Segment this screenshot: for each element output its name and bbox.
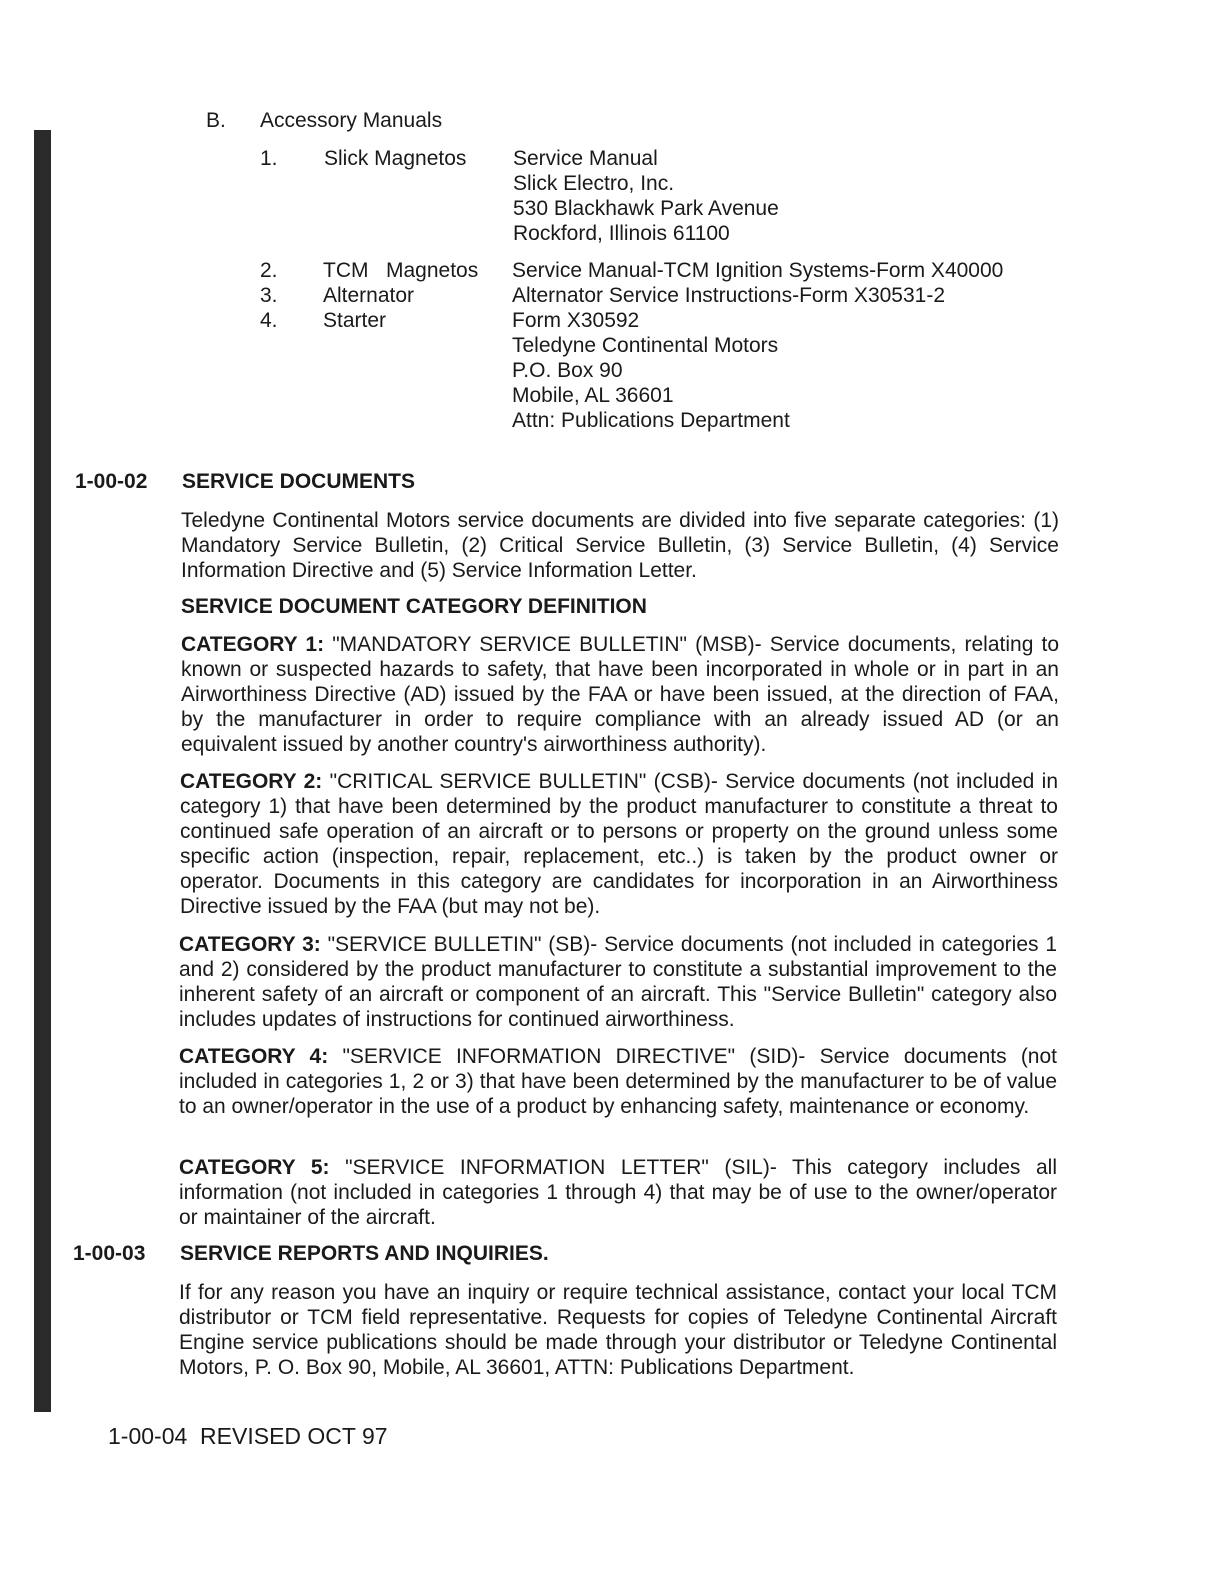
category-text: "SERVICE INFORMATION DIRECTIVE" (SID)- Service documents (not included in categories 1, 2 or 3) that have been determined by the manufacturer to be of value to an owner/operator in the use of a product by enhancing safety, maintenance or economy. [179,1045,1058,1118]
item-name: TCM Magnetos [323,259,479,282]
category-paragraph [179,1044,1057,1119]
item-number: 1. [260,147,278,170]
address-line: Service Manual-TCM Ignition Systems-Form X40000 [512,259,1004,282]
address-line: Mobile, AL 36601 [512,384,674,407]
category-paragraph [181,632,1059,757]
item-number: 3. [260,284,278,307]
category-text: "SERVICE BULLETIN" (SB)- Service documents (not included in categories 1 and 2) considered by the product manufacturer to constitute a substantial improvement to the inherent safety of an aircraft or component of an aircraft. This "Service Bulletin" category also includes updates of instructions for continued airworthiness. [179,933,1058,1031]
item-address [512,283,945,308]
revision-change-bar [34,130,51,1412]
paragraph-number: 1-00-02 [75,470,148,493]
address-line: Rockford, Illinois 61100 [513,222,730,245]
address-line: Attn: Publications Department [512,409,790,432]
address-line: Slick Electro, Inc. [513,172,675,195]
section-title: SERVICE REPORTS AND INQUIRIES. [180,1242,549,1265]
category-label: CATEGORY 3: [179,933,321,956]
item-address [512,258,1003,283]
item-number: 2. [260,259,278,282]
address-line: Teledyne Continental Motors [512,334,779,357]
category-paragraph [180,769,1058,919]
category-paragraph [179,1155,1057,1230]
address-line: Alternator Service Instructions-Form X30531-2 [512,284,946,307]
page-footer: 1-00-04 REVISED OCT 97 [108,1423,388,1449]
section-letter: B. [206,109,226,132]
category-text: "SERVICE INFORMATION LETTER" (SIL)- This category includes all information (not included in categories 1 through 4) that may be of use to the owner/operator or maintainer of the aircraft. [179,1156,1057,1229]
item-number: 4. [260,309,278,332]
section-heading: Accessory Manuals [260,109,443,132]
category-paragraph [179,932,1057,1032]
subheading: SERVICE DOCUMENT CATEGORY DEFINITION [181,595,647,618]
item-name: Alternator [323,284,415,307]
item-name: Slick Magnetos [324,147,467,170]
address-line: 530 Blackhawk Park Avenue [513,197,779,220]
item-name: Starter [323,309,387,332]
address-line: Service Manual [513,147,658,170]
category-label: CATEGORY 4: [179,1045,329,1068]
inquiry-paragraph: If for any reason you have an inquiry or require technical assistance, contact your local TCM distributor or TCM field representative. Requests for copies of Teledyne Continental Aircraft Engine service publications should be made through your distributor or Teledyne Continental Motors, P. O. Box 90, Mobile, AL 36601, ATTN: Publications Department. [179,1281,1057,1379]
section-title: SERVICE DOCUMENTS [182,470,415,493]
category-label: CATEGORY 1: [181,633,325,656]
item-address [513,146,779,246]
paragraph-number: 1-00-03 [73,1242,146,1265]
intro-paragraph: Teledyne Continental Motors service documents are divided into five separate categories: (1) Mandatory Service Bulletin, (2) Critical Service Bulletin, (3) Service Bulletin, (4) Service Information Directive and (5) Service Information Letter. [181,509,1059,582]
category-text: "MANDATORY SERVICE BULLETIN" (MSB)- Service documents, relating to known or suspected hazards to safety, that have been incorporated in whole or in part in an Airworthiness Directive (AD) issued by the FAA or have been issued, at the direction of FAA, by the manufacturer in order to require compliance with an already issued AD (or an equivalent issued by another country's airworthiness authority). [181,633,1059,756]
category-text: "CRITICAL SERVICE BULLETIN" (CSB)- Service documents (not included in category 1) that have been determined by the product manufacturer to constitute a threat to continued safe operation of an aircraft or to persons or property on the ground unless some specific action (inspection, repair, replacement, etc..) is taken by the product owner or operator. Documents in this category are candidates for incorporation in an Airworthiness Directive issued by the FAA (but may not be). [180,770,1059,918]
address-line: P.O. Box 90 [512,359,623,382]
item-address [512,308,790,433]
category-label: CATEGORY 2: [180,770,323,793]
address-line: Form X30592 [512,309,640,332]
category-label: CATEGORY 5: [179,1156,330,1179]
